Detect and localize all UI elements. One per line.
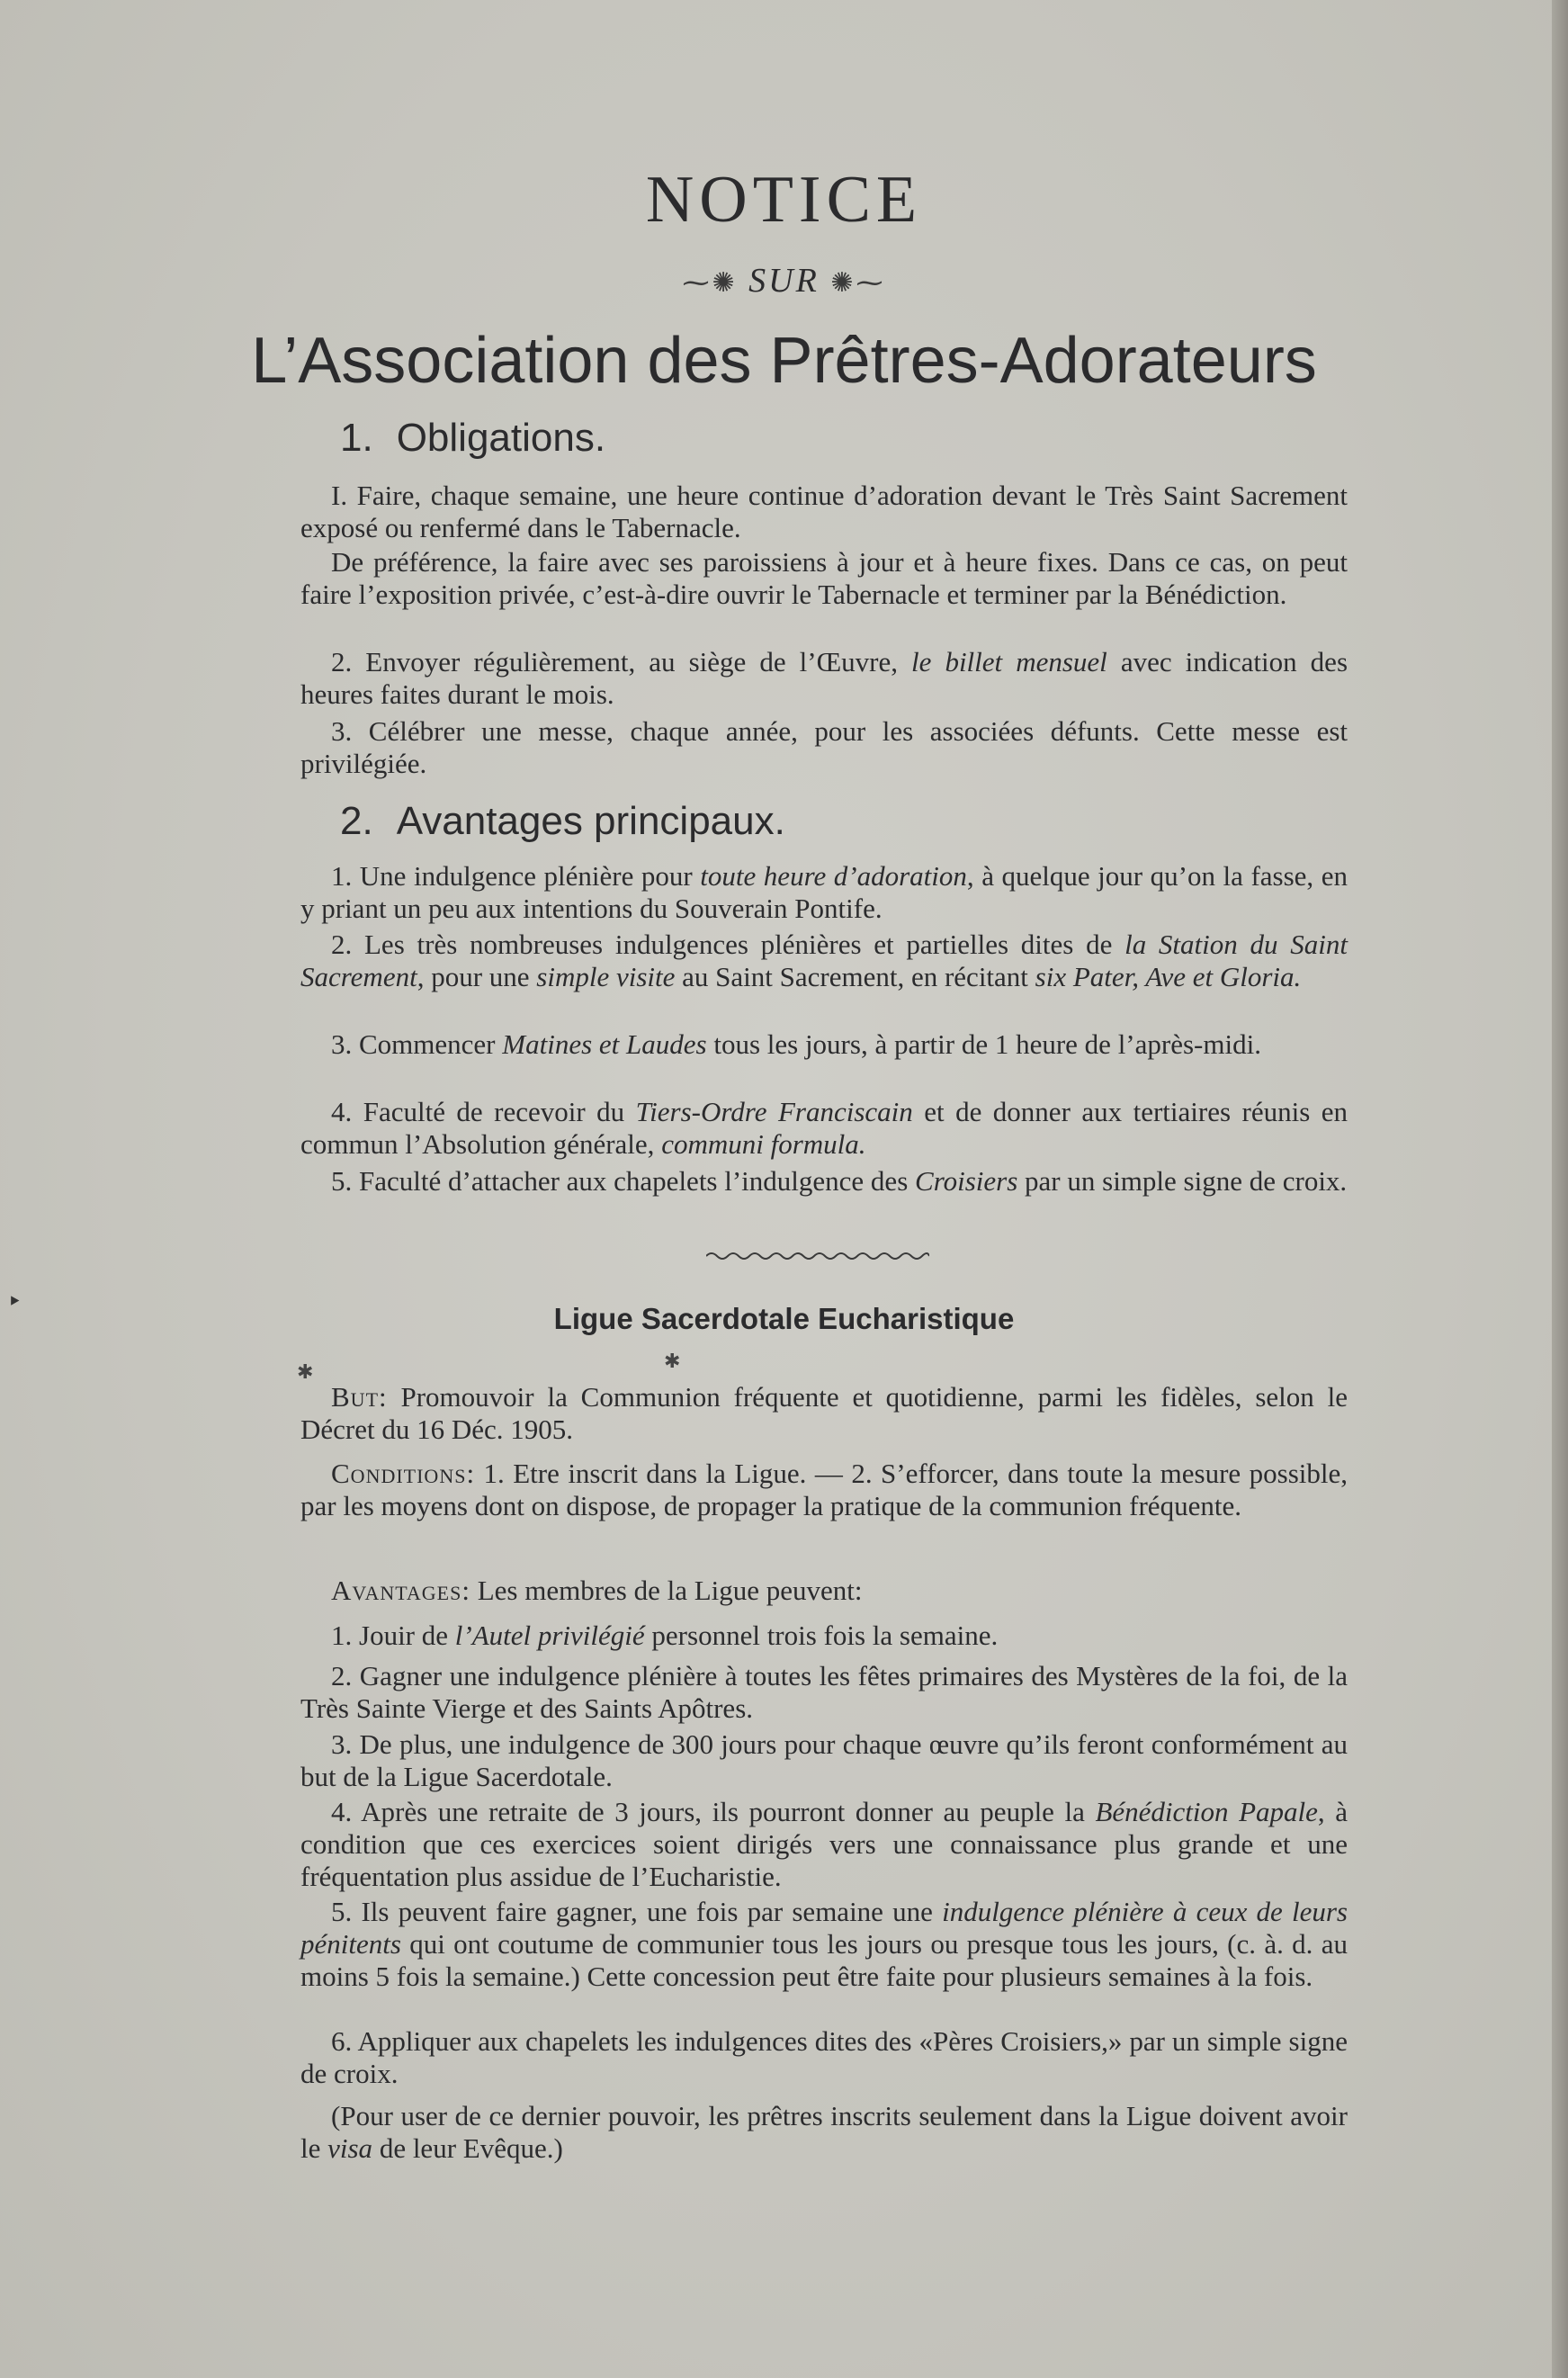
avantage-4: 4. Faculté de recevoir du Tiers-Ordre Franciscain et de donner aux tertiaires réunis en commun l’Absolution générale, communi formula. (300, 1096, 1348, 1160)
avantage-2: 2. Les très nombreuses indulgences plénières et partielles dites de la Station du Saint Sacrement, pour une simple visite au Saint Sacrement, en récitant six Pater, Ave et Gloria. (300, 929, 1348, 992)
document-title: NOTICE (645, 163, 923, 237)
section-number: 1. (340, 416, 373, 460)
ligue-avantage-2: 2. Gagner une indulgence plénière à toutes les fêtes primaires des Mystères de la foi, de la Très Sainte Vierge et des Saints Apôtres. (300, 1660, 1348, 1724)
avantage-3: 3. Commencer Matines et Laudes tous les jours, à partir de 1 heure de l’après-midi. (331, 1028, 1261, 1060)
section-title: Avantages principaux. (396, 799, 785, 843)
sur-ornament (0, 261, 1568, 301)
avantage-5: 5. Faculté d’attacher aux chapelets l’indulgence des Croisiers par un simple signe de croix. (331, 1165, 1348, 1197)
ligue-conditions: Conditions: 1. Etre inscrit dans la Ligue. — 2. S’efforcer, dans toute la mesure possible, par les moyens dont on dispose, de propager la pratique de la communion fréquente. (300, 1458, 1348, 1521)
obligation-1: I. Faire, chaque semaine, une heure continue d’adoration devant le Très Saint Sacrement exposé ou renfermé dans le Tabernacle. (300, 480, 1348, 543)
section-number: 2. (340, 799, 373, 843)
document-subtitle: L’Association des Prêtres-Adorateurs (251, 325, 1317, 397)
ink-speck: ✱ (664, 1350, 681, 1372)
ligue-avantage-1: 1. Jouir de l’Autel privilégié personnel trois fois la semaine. (331, 1620, 999, 1651)
section-heading-obligations (340, 416, 605, 461)
wavy-divider-icon (706, 1249, 929, 1263)
sur-label: SUR (748, 262, 820, 300)
ligue-note: (Pour user de ce dernier pouvoir, les prêtres inscrits seulement dans la Ligue doivent avoir le visa de leur Evêque.) (300, 2100, 1348, 2164)
obligation-2: 2. Envoyer régulièrement, au siège de l’Œuvre, le billet mensuel avec indication des heures faites durant le mois. (300, 646, 1348, 710)
ligue-but: But: Promouvoir la Communion fréquente et quotidienne, parmi les fidèles, selon le Décret du 16 Déc. 1905. (300, 1381, 1348, 1445)
ligue-avantage-3: 3. De plus, une indulgence de 300 jours pour chaque œuvre qu’ils feront conformément au but de la Ligue Sacerdotale. (300, 1728, 1348, 1792)
avantage-1: 1. Une indulgence plénière pour toute heure d’adoration, à quelque jour qu’on la fasse, en y priant un peu aux intentions du Souverain Pontife. (300, 860, 1348, 924)
ligue-heading: Ligue Sacerdotale Eucharistique (553, 1302, 1015, 1335)
ink-speck: ✱ (297, 1360, 314, 1383)
left-flourish-icon: ⁓✺ (682, 268, 738, 298)
section-title: Obligations. (396, 416, 606, 460)
avantages-label: Avantages: (331, 1575, 470, 1606)
ligue-avantages-intro: Avantages: Les membres de la Ligue peuvent: (331, 1575, 863, 1606)
ligue-avantage-6: 6. Appliquer aux chapelets les indulgences dites des «Pères Croisiers,» par un simple signe de croix. (300, 2025, 1348, 2089)
margin-mark: ‣ (7, 1288, 22, 1316)
obligation-1-note: De préférence, la faire avec ses paroissiens à jour et à heure fixes. Dans ce cas, on peut faire l’exposition privée, c’est-à-dire ouvrir le Tabernacle et terminer par la Bénédiction. (300, 546, 1348, 610)
ligue-avantage-4: 4. Après une retraite de 3 jours, ils pourront donner au peuple la Bénédiction Papale, à condition que ces exercices soient dirigés vers une connaissance plus grande et une fréquentation plus assidue de l’Eucharistie. (300, 1796, 1348, 1892)
section-heading-avantages (340, 799, 785, 844)
obligation-3: 3. Célébrer une messe, chaque année, pour les associées défunts. Cette messe est privilégiée. (300, 715, 1348, 779)
but-label: But: (331, 1381, 388, 1413)
conditions-label: Conditions: (331, 1458, 476, 1489)
ligue-avantage-5: 5. Ils peuvent faire gagner, une fois par semaine une indulgence plénière à ceux de leurs pénitents qui ont coutume de communier tous les jours ou presque tous les jours, (c. à. d. au moins 5 fois la semaine.) Cette concession peut être faite pour plusieurs semaines à la fois. (300, 1896, 1348, 1992)
right-flourish-icon: ✺⁓ (830, 268, 886, 298)
